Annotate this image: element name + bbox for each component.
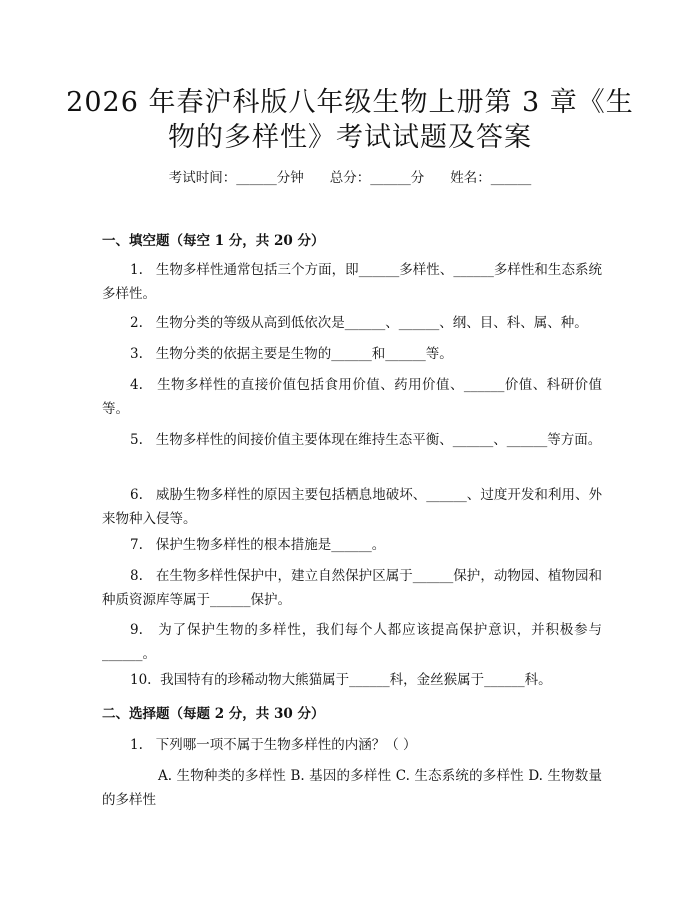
question-item bbox=[102, 373, 602, 421]
question-text: 生物多样性通常包括三个方面，即______多样性、______多样性和生态系统多样性。 bbox=[102, 262, 603, 302]
question-text: 下列哪一项不属于生物多样性的内涵？（ ） bbox=[155, 737, 417, 753]
question-number: 10. bbox=[130, 672, 152, 688]
question-text: 我国特有的珍稀动物大熊猫属于______科，金丝猴属于______科。 bbox=[160, 672, 552, 688]
question-item bbox=[102, 733, 602, 757]
section-fill-in-heading: 一、填空题（每空 1 分，共 20 分） bbox=[102, 233, 325, 249]
question-text: 生物分类的依据主要是生物的______和______等。 bbox=[155, 346, 453, 362]
question-number: 8. bbox=[130, 568, 143, 584]
question-number: 2. bbox=[130, 315, 143, 331]
question-item bbox=[102, 428, 602, 452]
question-number: 5. bbox=[130, 432, 143, 448]
question-number: 1. bbox=[130, 737, 143, 753]
question-number: 3. bbox=[130, 346, 143, 362]
question-item bbox=[102, 668, 602, 692]
question-item bbox=[102, 533, 602, 557]
question-text: 生物多样性的间接价值主要体现在维持生态平衡、______、______等方面。 bbox=[155, 432, 602, 448]
question-item bbox=[102, 564, 602, 612]
exam-time-field: 考试时间：______分钟 bbox=[168, 170, 304, 186]
question-number: 6. bbox=[130, 487, 143, 503]
question-item bbox=[102, 618, 602, 666]
section-multiple-choice-heading: 二、选择题（每题 2 分，共 30 分） bbox=[102, 706, 325, 722]
question-number: 4. bbox=[130, 377, 143, 393]
question-number: 9. bbox=[130, 622, 143, 638]
question-text: 保护生物多样性的根本措施是______。 bbox=[155, 537, 386, 553]
question-item bbox=[102, 483, 602, 531]
question-text: 为了保护生物的多样性，我们每个人都应该提高保护意识，并积极参与______。 bbox=[102, 622, 603, 662]
total-score-field: 总分：______分 bbox=[329, 170, 425, 186]
question-text: 在生物多样性保护中，建立自然保护区属于______保护，动物园、植物园和种质资源库等属于______保护。 bbox=[102, 568, 603, 608]
question-text: 生物多样性的直接价值包括食用价值、药用价值、______价值、科研价值等。 bbox=[102, 377, 603, 417]
question-number: 1. bbox=[130, 262, 143, 278]
answer-options: A. 生物种类的多样性 B. 基因的多样性 C. 生态系统的多样性 D. 生物数量的多样性 bbox=[102, 768, 602, 808]
student-name-field: 姓名：______ bbox=[450, 170, 532, 186]
question-item bbox=[102, 311, 602, 335]
exam-meta bbox=[0, 168, 700, 188]
exam-title-line-2: 物的多样性》考试试题及答案 bbox=[168, 122, 532, 153]
question-number: 7. bbox=[130, 537, 143, 553]
question-text: 威胁生物多样性的原因主要包括栖息地破坏、______、过度开发和利用、外来物种入侵等。 bbox=[102, 487, 603, 527]
question-text: 生物分类的等级从高到低依次是______、______、纲、目、科、属、种。 bbox=[155, 315, 588, 331]
question-item bbox=[102, 342, 602, 366]
question-item bbox=[102, 258, 602, 306]
exam-title-line-1: 2026 年春沪科版八年级生物上册第 3 章《生 bbox=[66, 87, 634, 118]
